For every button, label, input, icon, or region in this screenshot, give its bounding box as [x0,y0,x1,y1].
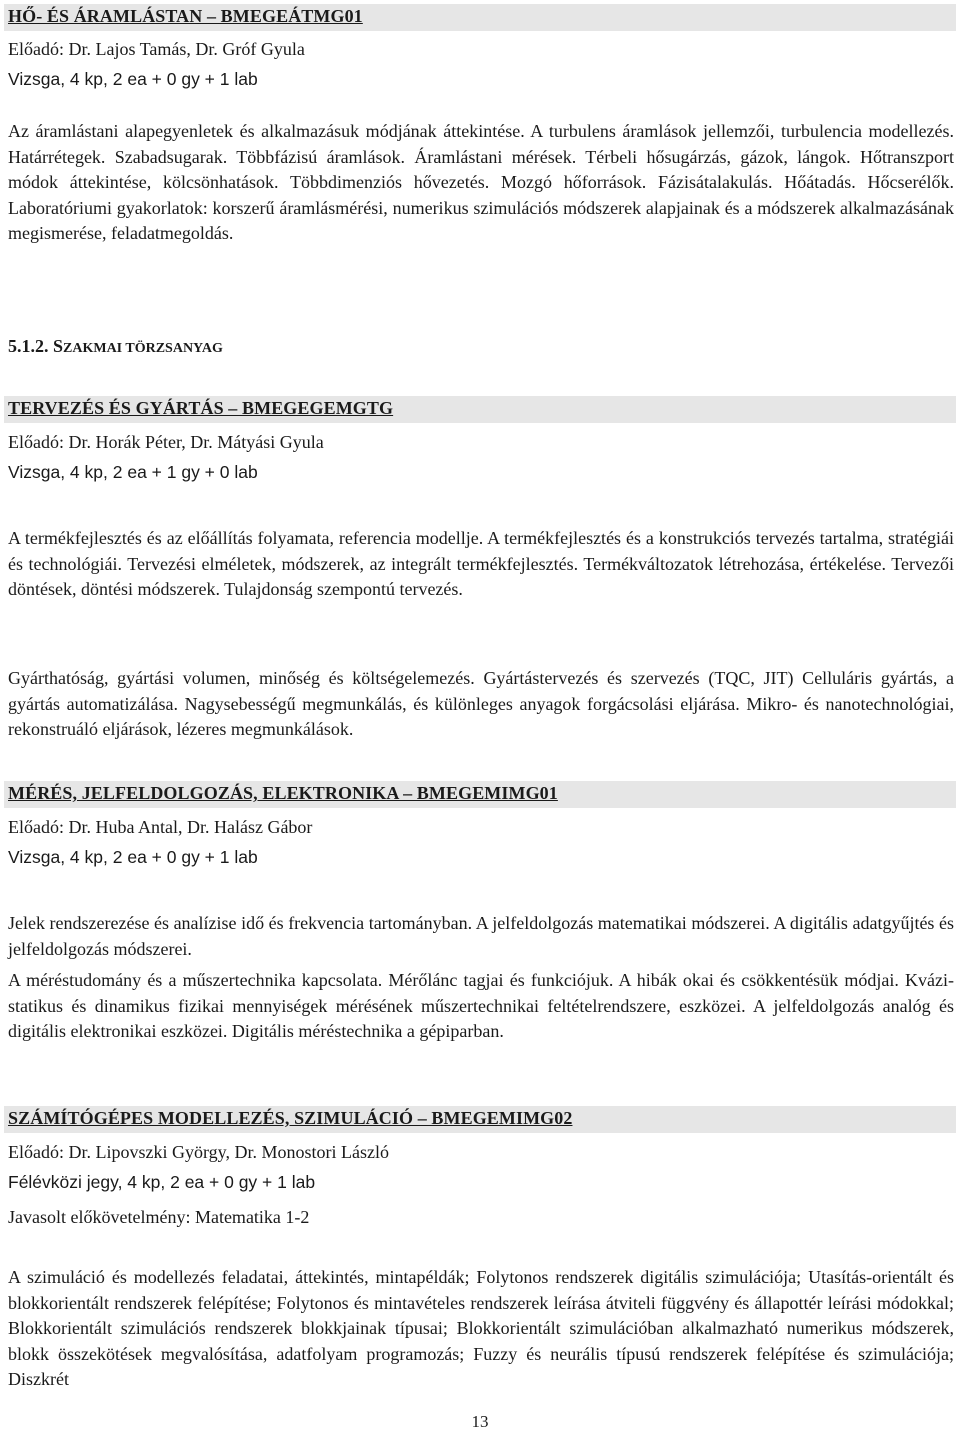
course-exam: Félévközi jegy, 4 kp, 2 ea + 0 gy + 1 lab [8,1172,316,1192]
course-description: Az áramlástani alapegyenletek és alkalmazásuk módjának áttekintése. A turbulens áramlások jellemzői, turbulencia modellezés. Határrétegek. Szabadsugarak. Többfázisú áramlások. Áramlástani mérések. Térbeli hősugárzás, gázok, lángok. Hőtranszport módok áttekintése, kölcsönhatások. Többdimenziós hővezetés. Mozgó hőforrások. Fázisátalakulás. Hőátadás. Hőcserélők. Laboratóriumi gyakorlatok: korszerű áramlásmérési, numerikus szimulációs módszerek alapjainak és a módszerek alkalmazásának megismerése, feladatmegoldás. [8,121,954,243]
course-description: Jelek rendszerezése és analízise idő és frekvencia tartományban. A jelfeldolgozás matematikai módszerei. A digitális adatgyűjtés és jelfeldolgozás módszerei. [8,913,954,959]
section-first-letter: S [53,336,64,356]
course-lecturer: Előadó: Dr. Huba Antal, Dr. Halász Gábor [8,817,313,837]
course-description: A termékfejlesztés és az előállítás folyamata, referencia modellje. A termékfejlesztés és a konstrukciós tervezés tartalma, stratégiái és technológiái. Tervezési elméletek, módszerek, az integrált termékfejlesztés. Termékváltozatok létrehozása, értékelése. Tervezői döntések, döntési módszerek. Tulajdonság szempontú tervezés. [8,528,954,599]
section-number: 5.1.2. [8,336,49,356]
section-heading [8,336,223,357]
course-exam: Vizsga, 4 kp, 2 ea + 0 gy + 1 lab [8,847,258,867]
course-title: SZÁMÍTÓGÉPES MODELLEZÉS, SZIMULÁCIÓ – BMEGEMIMG02 [8,1108,573,1128]
course-title-bar [4,781,956,808]
course-exam: Vizsga, 4 kp, 2 ea + 1 gy + 0 lab [8,462,258,482]
course-description: A szimuláció és modellezés feladatai, áttekintés, mintapéldák; Folytonos rendszerek digitális szimulációja; Utasítás-orientált és blokkorientált rendszerek felépítése; Folytonos és mintavételes rendszerek leírása átviteli függvény és állapottér leírási módokkal; Blokkorientált szimulációs rendszerek blokkjainak típusai; Blokkorientált szimulációban alkalmazható numerikus módszerek, blokk összekötések megvalósítása, adatfolyam programozás; Fuzzy és neurális típusú rendszerek felépítése és szimulációja; Diszkrét [8,1267,954,1389]
course-title-bar [4,1106,956,1133]
course-title: TERVEZÉS ÉS GYÁRTÁS – BMEGEGEMGTG [8,398,394,418]
course-title: MÉRÉS, JELFELDOLGOZÁS, ELEKTRONIKA – BMEGEMIMG01 [8,783,558,803]
course-title-bar [4,396,956,423]
section-title-rest: ZAKMAI TÖRZSANYAG [63,341,223,356]
course-title: HŐ- ÉS ÁRAMLÁSTAN – BMEGEÁTMG01 [8,6,363,26]
course-exam: Vizsga, 4 kp, 2 ea + 0 gy + 1 lab [8,69,258,89]
course-description: A méréstudomány és a műszertechnika kapcsolata. Mérőlánc tagjai és funkciójuk. A hibák okai és csökkentésük módjai. Kvázi-statikus és dinamikus fizikai mennyiségek mérésének műszertechnikai feltételrendszere, eszközei. A jelfeldolgozás analóg és digitális elektronikai eszközei. Digitális méréstechnika a gépiparban. [8,970,954,1041]
course-lecturer: Előadó: Dr. Horák Péter, Dr. Mátyási Gyula [8,432,324,452]
course-lecturer: Előadó: Dr. Lipovszki György, Dr. Monostori László [8,1142,389,1162]
course-prerequisite: Javasolt előkövetelmény: Matematika 1-2 [8,1207,310,1227]
course-title-bar [4,4,956,31]
course-lecturer: Előadó: Dr. Lajos Tamás, Dr. Gróf Gyula [8,39,305,59]
course-description: Gyárthatóság, gyártási volumen, minőség és költségelemezés. Gyártástervezés és szervezés (TQC, JIT) Celluláris gyártás, a gyártás automatizálása. Nagysebességű megmunkálás, és különleges anyagok forgácsolási eljárása. Mikro- és nanotechnológiai, rekonstruáló eljárások, lézeres megmunkálások. [8,668,954,739]
page-number: 13 [471,1412,489,1431]
